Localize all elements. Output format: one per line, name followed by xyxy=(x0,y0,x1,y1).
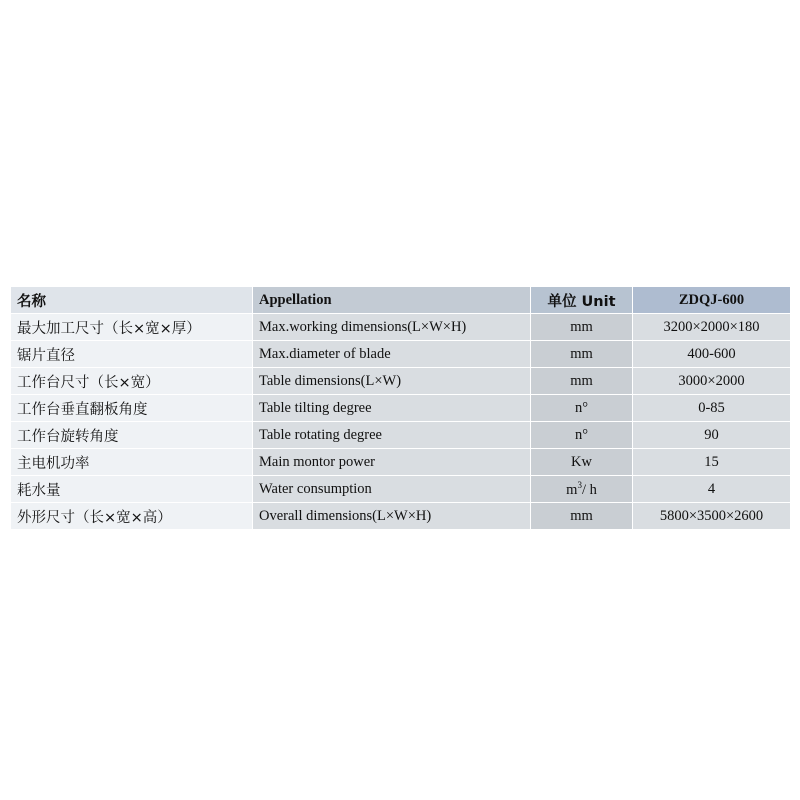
row-model: 400-600 xyxy=(633,341,791,368)
row-appellation: Overall dimensions(L×W×H) xyxy=(253,503,531,530)
row-model: 15 xyxy=(633,449,791,476)
row-name: 主电机功率 xyxy=(11,449,253,476)
row-appellation: Main montor power xyxy=(253,449,531,476)
row-appellation: Table dimensions(L×W) xyxy=(253,368,531,395)
table-row xyxy=(11,422,791,449)
row-appellation: Table tilting degree xyxy=(253,395,531,422)
row-model: 0-85 xyxy=(633,395,791,422)
row-unit: mm xyxy=(531,314,633,341)
row-unit: mm xyxy=(531,341,633,368)
row-name: 最大加工尺寸（长×宽×厚） xyxy=(11,314,253,341)
row-name: 锯片直径 xyxy=(11,341,253,368)
row-unit: mm xyxy=(531,368,633,395)
header-cell-appellation: Appellation xyxy=(253,287,531,314)
table-row xyxy=(11,341,791,368)
header-cell-unit: 单位 Unit xyxy=(531,287,633,314)
header-cell-model: ZDQJ-600 xyxy=(633,287,791,314)
table-row xyxy=(11,314,791,341)
table-row xyxy=(11,395,791,422)
row-unit: n° xyxy=(531,422,633,449)
row-model: 3000×2000 xyxy=(633,368,791,395)
header-cell-name: 名称 xyxy=(11,287,253,314)
row-appellation: Water consumption xyxy=(253,476,531,503)
specification-table xyxy=(10,286,791,530)
row-model: 4 xyxy=(633,476,791,503)
table-row xyxy=(11,503,791,530)
row-unit: mm xyxy=(531,503,633,530)
table-row xyxy=(11,368,791,395)
row-model: 5800×3500×2600 xyxy=(633,503,791,530)
row-name: 工作台旋转角度 xyxy=(11,422,253,449)
row-name: 外形尺寸（长×宽×高） xyxy=(11,503,253,530)
row-unit: n° xyxy=(531,395,633,422)
table-row xyxy=(11,449,791,476)
row-appellation: Table rotating degree xyxy=(253,422,531,449)
row-unit: $m^3/$ h xyxy=(531,476,633,503)
row-appellation: Max.working dimensions(L×W×H) xyxy=(253,314,531,341)
row-name: 工作台尺寸（长×宽） xyxy=(11,368,253,395)
row-appellation: Max.diameter of blade xyxy=(253,341,531,368)
table-row xyxy=(11,476,791,503)
row-name: 工作台垂直翻板角度 xyxy=(11,395,253,422)
row-model: 3200×2000×180 xyxy=(633,314,791,341)
table-header-row xyxy=(11,287,791,314)
row-name: 耗水量 xyxy=(11,476,253,503)
row-model: 90 xyxy=(633,422,791,449)
row-unit: Kw xyxy=(531,449,633,476)
